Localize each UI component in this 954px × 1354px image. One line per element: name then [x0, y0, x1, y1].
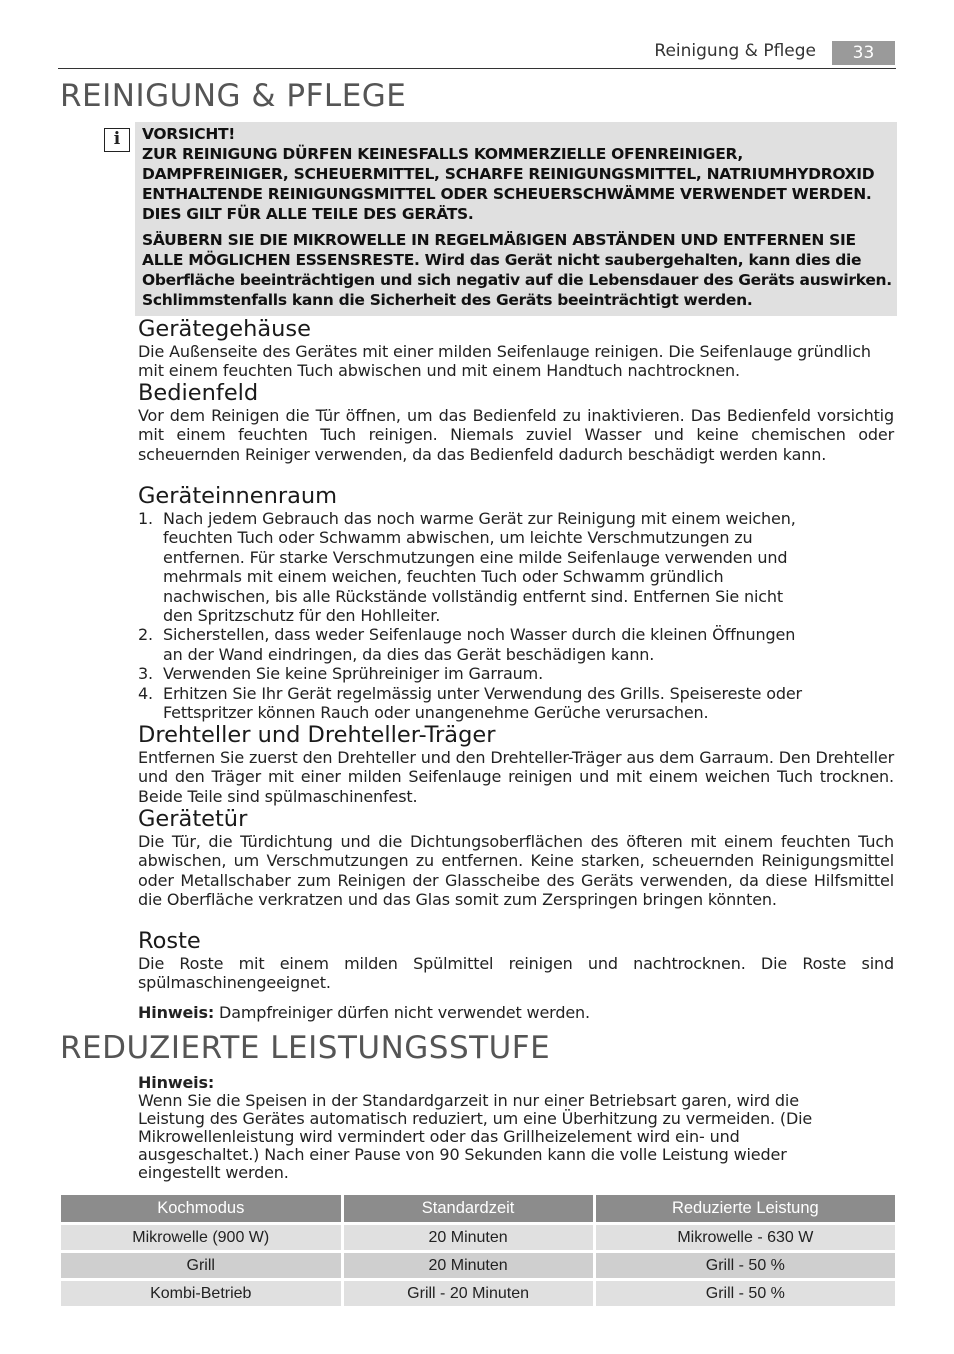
header-divider [58, 68, 896, 69]
heading-control-panel: Bedienfeld [138, 380, 259, 406]
running-header: Reinigung & Pflege [654, 41, 816, 61]
table-row [61, 1225, 895, 1250]
text-turntable: Entfernen Sie zuerst den Drehteller und den Drehteller-Träger aus dem Garraum. Den Drehteller und den Träger mit einer milden Seifenlauge reinigen und mit einem weichen Tuch trocknen. Beide Teile sind spülmaschinenfest. [138, 748, 894, 806]
table-header-row [61, 1195, 895, 1222]
heading-interior: Geräteinnenraum [138, 483, 338, 509]
info-icon: i [104, 128, 130, 152]
table-cell: Kombi-Betrieb [61, 1281, 341, 1306]
warning-text-caps: VORSICHT! ZUR REINIGUNG DÜRFEN KEINESFALLS KOMMERZIELLE OFENREINIGER, DAMPFREINIGER, SCHEUERMITTEL, SCHARFE REINIGUNGSMITTEL, NATRIUMHYDROXID ENTHALTENDE REINIGUNGSMITTEL ODER SCHEUERSCHWÄMME VERWENDET WERDEN. DIES GILT FÜR ALLE TEILE DES GERÄTS. [142, 125, 875, 223]
text-rack: Die Roste mit einem milden Spülmittel reinigen und nachtrocknen. Die Roste sind spülmaschinengeeignet. [138, 954, 894, 993]
table-cell: Grill - 50 % [596, 1281, 895, 1306]
text-control-panel: Vor dem Reinigen die Tür öffnen, um das Bedienfeld zu inaktivieren. Das Bedienfeld vorsichtig mit einem feuchten Tuch reinigen. Niemals zuviel Wasser und keine chemischen oder scheuernden Reiniger verwenden, da das Bedienfeld dadurch beschädigt werden kann. [138, 406, 894, 464]
heading-door: Gerätetür [138, 806, 248, 832]
table-cell: Grill - 20 Minuten [344, 1281, 593, 1306]
heading-housing: Gerätegehäuse [138, 316, 311, 342]
heading-turntable: Drehteller und Drehteller-Träger [138, 722, 496, 748]
column-header: Kochmodus [61, 1195, 341, 1222]
page-number: 33 [832, 41, 895, 65]
note-rack [138, 1003, 894, 1022]
warning-text-regular: SÄUBERN SIE DIE MIKROWELLE IN REGELMÄßIGEN ABSTÄNDEN UND ENTFERNEN SIE ALLE MÖGLICHEN ESSENSRESTE. Wird das Gerät nicht saubergehalten, kann dies die Oberfläche beeinträchtigen und sich negativ auf die Lebensdauer des Geräts auswirken. Schlimmstenfalls kann die Sicherheit des Geräts beeinträchtigt werden. [142, 231, 892, 309]
table-cell: 20 Minuten [344, 1225, 593, 1250]
text-housing: Die Außenseite des Gerätes mit einer milden Seifenlauge reinigen. Die Seifenlauge gründlich mit einem feuchten Tuch abwischen und mit einem Handtuch nachtrocknen. [138, 342, 871, 381]
note-label-reduced: Hinweis: [138, 1073, 215, 1092]
table-cell: Mikrowelle - 630 W [596, 1225, 895, 1250]
note-text-reduced: Wenn Sie die Speisen in der Standardgarzeit in nur einer Betriebsart garen, wird die Leistung des Gerätes automatisch reduziert, um eine Überhitzung zu vermeiden. (Die Mikrowellenleistung wird vermindert oder das Grillheizelement wird ein- und ausgeschaltet.) Nach einer Pause von 90 Sekunden kann die volle Leistung wieder eingestellt werden. [138, 1091, 813, 1182]
interior-steps-list [138, 509, 808, 722]
table-cell: Mikrowelle (900 W) [61, 1225, 341, 1250]
table-row [61, 1281, 895, 1306]
list-item: 2. Sicherstellen, dass weder Seifenlauge noch Wasser durch die kleinen Öffnungen an der Wand eindringen, da dies das Gerät beschädigen kann. [138, 625, 796, 664]
heading-rack: Roste [138, 928, 201, 954]
section-title-reduced-power: REDUZIERTE LEISTUNGSSTUFE [60, 1030, 551, 1066]
list-item: 1. Nach jedem Gebrauch das noch warme Gerät zur Reinigung mit einem weichen, feuchten Tuch oder Schwamm abwischen, um leichte Verschmutzungen zu entfernen. Für starke Verschmutzungen eine milde Seifenlauge verwenden und mehrmals mit einem weichen, feuchten Tuch oder Schwamm gründlich nachwischen, bis alle Rückstände vollständig entfernt sind. Entfernen Sie nicht den Spritzschutz für den Hohlleiter. [138, 509, 796, 626]
note-label: Hinweis: [138, 1003, 215, 1022]
note-text: Dampfreiniger dürfen nicht verwendet werden. [214, 1003, 590, 1022]
table-cell: Grill - 50 % [596, 1253, 895, 1278]
text-door: Die Tür, die Türdichtung und die Dichtungsoberflächen des öfteren mit einem feuchten Tuch abwischen, um Verschmutzungen zu entfernen. Keine starken, scheuernden Reinigungsmittel oder Metallschaber zum Reinigen der Glasscheibe des Geräts verwenden, da diese Hilfsmittel die Oberfläche verkratzen und das Glas somit zum Zerspringen bringen könnten. [138, 832, 894, 910]
reduced-power-table [58, 1192, 898, 1309]
table-cell: Grill [61, 1253, 341, 1278]
column-header: Standardzeit [344, 1195, 593, 1222]
table-cell: 20 Minuten [344, 1253, 593, 1278]
section-title-cleaning: REINIGUNG & PFLEGE [60, 78, 407, 114]
list-item: 3. Verwenden Sie keine Sprühreiniger im Garraum. [138, 664, 544, 684]
column-header: Reduzierte Leistung [596, 1195, 895, 1222]
list-item: 4. Erhitzen Sie Ihr Gerät regelmässig unter Verwendung des Grills. Speisereste oder Fettspritzer können Rauch oder unangenehme Gerüche verursachen. [138, 683, 802, 723]
table-row [61, 1253, 895, 1278]
